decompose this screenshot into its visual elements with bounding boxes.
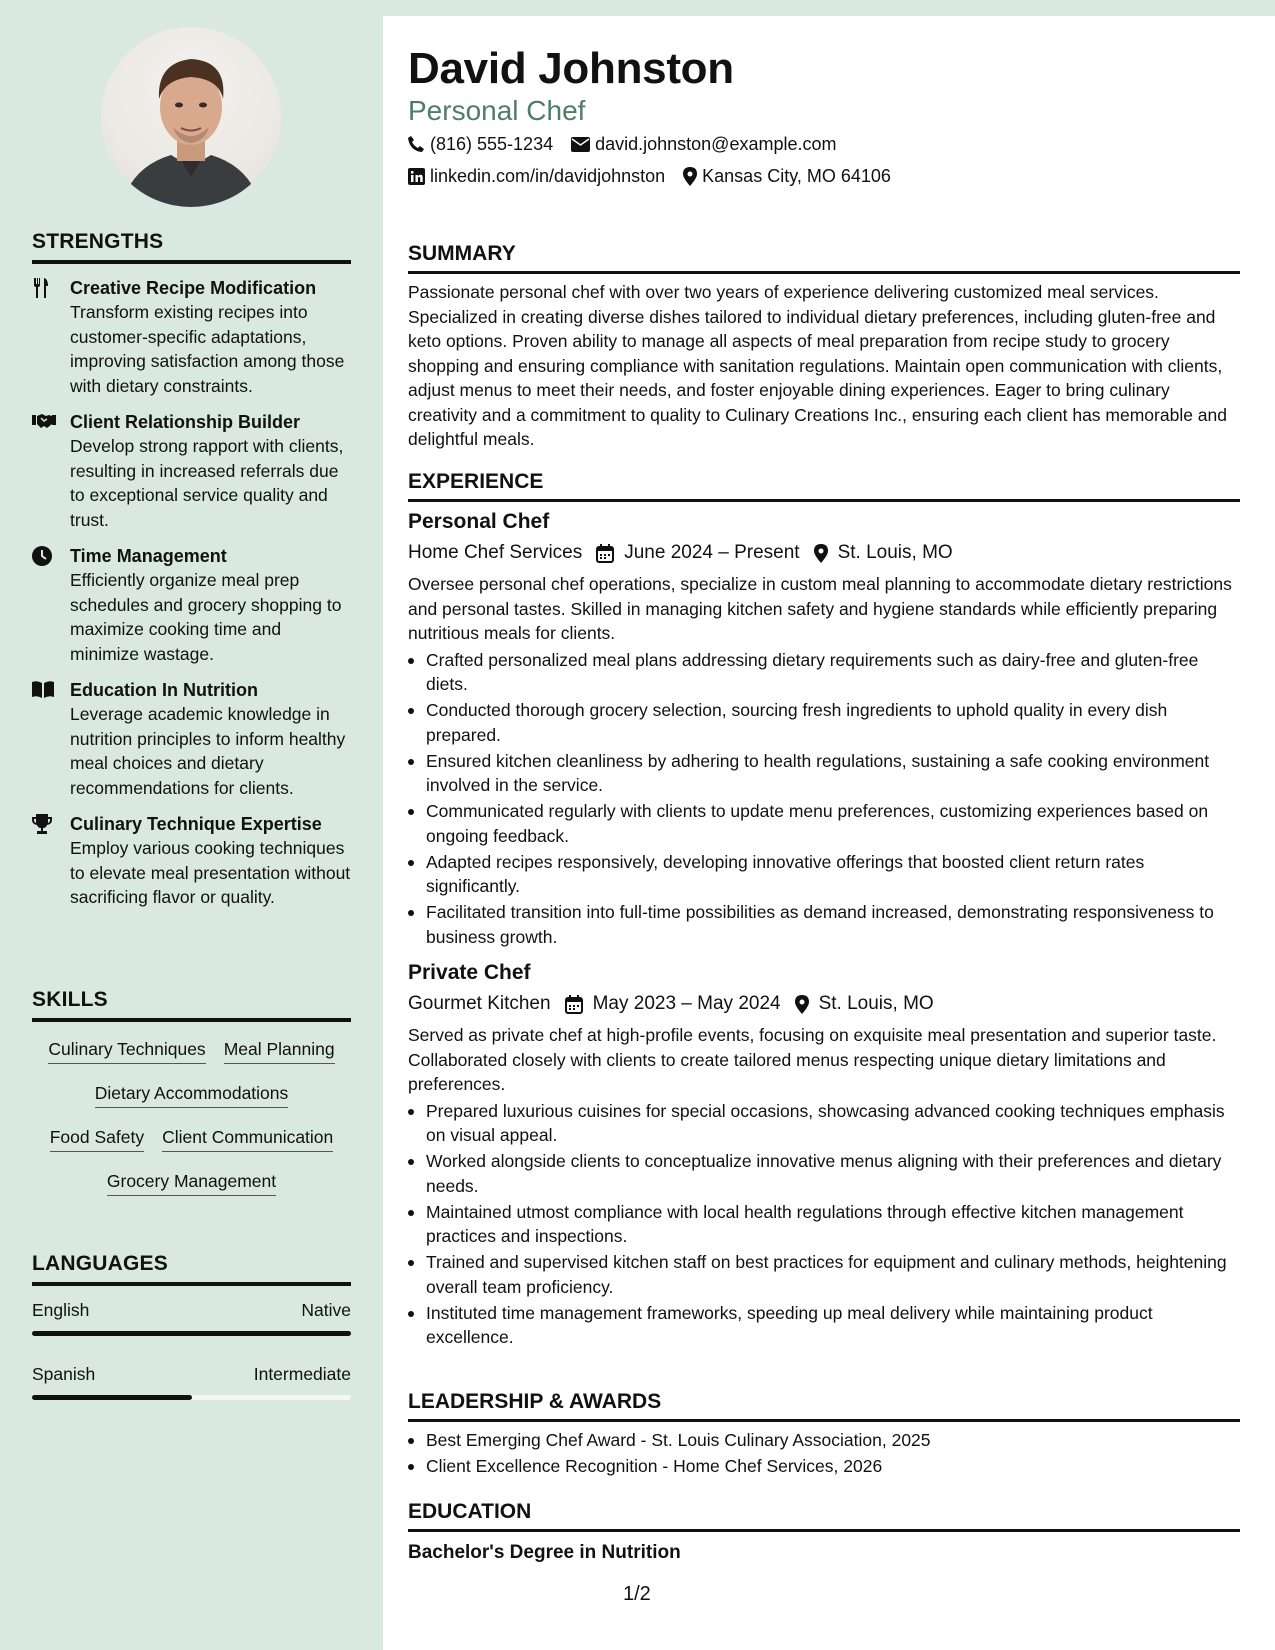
map-pin-icon	[795, 995, 809, 1014]
job-entry	[408, 510, 1240, 949]
award-item: Client Excellence Recognition - Home Chef Services, 2026	[408, 1454, 1240, 1479]
job-description: Oversee personal chef operations, specialize in custom meal planning to accommodate dietary restrictions and personal tastes. Skilled in managing kitchen safety and hygiene standards while efficiently preparing nutritious meals for clients.	[408, 574, 1232, 643]
job-dates: May 2023 – May 2024	[592, 993, 781, 1014]
handshake-icon	[32, 410, 70, 532]
contact-row	[408, 134, 837, 155]
strength-desc: Efficiently organize meal prep schedules and grocery shopping to maximize cooking time and minimize wastage.	[70, 570, 342, 664]
candidate-title: Personal Chef	[408, 95, 586, 126]
utensils-icon	[32, 276, 70, 398]
strength-title: Time Management	[70, 546, 227, 566]
strength-item	[32, 410, 351, 532]
bullet-item: Adapted recipes responsively, developing innovative offerings that boosted client return rates significantly.	[408, 850, 1240, 899]
bullet-item: Crafted personalized meal plans addressing dietary requirements such as dairy-free and gluten-free diets.	[408, 648, 1240, 697]
language-proficiency-bar	[32, 1395, 351, 1400]
main-content	[383, 16, 1275, 1650]
strengths-section	[32, 230, 351, 910]
bullet-item: Conducted thorough grocery selection, sourcing fresh ingredients to uphold quality in every dish prepared.	[408, 698, 1240, 747]
summary-text: Passionate personal chef with over two years of experience delivering customized meal services. Specialized in creating diverse dishes tailored to individual dietary preferences, including gluten-free and keto options. Proven ability to manage all aspects of meal preparation from recipe study to grocery shopping and ensuring compliance with sanitation regulations. Maintain open communication with clients, adjust menus to meet their needs, and foster enjoyable dining experiences. Eager to bring culinary creativity and a commitment to quality to Culinary Creations Inc., ensuring each client has memorable and delightful meals.	[408, 282, 1228, 449]
strength-desc: Develop strong rapport with clients, resulting in increased referrals due to exceptional service quality and trust.	[70, 436, 344, 530]
job-title: Personal Chef	[408, 510, 550, 533]
language-name: English	[32, 1300, 90, 1320]
calendar-icon	[596, 544, 614, 563]
education-section	[408, 1500, 1240, 1564]
strength-desc: Leverage academic knowledge in nutrition principles to inform healthy meal choices and dietary recommendations for clients.	[70, 704, 346, 798]
languages-section	[32, 1252, 351, 1400]
email-link[interactable]: david.johnston@example.com	[595, 134, 837, 154]
strength-desc: Transform existing recipes into customer-specific adaptations, improving satisfaction among those with dietary constraints.	[70, 302, 345, 396]
bullet-item: Ensured kitchen cleanliness by adhering to health regulations, sustaining a safe cooking environment involved in the service.	[408, 749, 1240, 798]
skills-list	[32, 1038, 351, 1196]
contact-row	[408, 166, 891, 187]
skill-tag: Client Communication	[162, 1126, 333, 1152]
job-meta	[408, 542, 1240, 564]
strength-item	[32, 812, 351, 910]
experience-heading: EXPERIENCE	[408, 470, 1240, 502]
page-number: 1/2	[623, 1583, 651, 1605]
language-item	[32, 1364, 351, 1400]
education-heading: EDUCATION	[408, 1500, 1240, 1532]
skill-tag: Food Safety	[50, 1126, 144, 1152]
job-company: Gourmet Kitchen	[408, 993, 551, 1014]
map-pin-icon	[683, 167, 697, 186]
strength-item	[32, 678, 351, 800]
skills-heading: SKILLS	[32, 988, 351, 1022]
skill-tag: Meal Planning	[224, 1038, 335, 1064]
bullet-item: Communicated regularly with clients to update menu preferences, customizing experiences based on ongoing feedback.	[408, 799, 1240, 848]
education-degree: Bachelor's Degree in Nutrition	[408, 1542, 681, 1563]
map-pin-icon	[814, 544, 828, 563]
language-level: Intermediate	[253, 1364, 351, 1384]
phone-text: (816) 555-1234	[430, 134, 554, 154]
profile-photo	[101, 27, 281, 207]
strengths-heading: STRENGTHS	[32, 230, 351, 264]
language-proficiency-fill	[32, 1331, 351, 1336]
strength-title: Education In Nutrition	[70, 680, 258, 700]
strength-title: Culinary Technique Expertise	[70, 814, 322, 834]
skills-section	[32, 988, 351, 1196]
job-bullets	[408, 1099, 1240, 1350]
bullet-item: Facilitated transition into full-time possibilities as demand increased, demonstrating responsiveness to business growth.	[408, 900, 1240, 949]
phone-item	[408, 134, 553, 155]
book-icon	[32, 678, 70, 800]
skill-tag: Grocery Management	[107, 1170, 276, 1196]
summary-heading: SUMMARY	[408, 242, 1240, 274]
bullet-item: Prepared luxurious cuisines for special occasions, showcasing advanced cooking techniques emphasis on visual appeal.	[408, 1099, 1240, 1148]
calendar-icon	[565, 995, 583, 1014]
job-description: Served as private chef at high-profile events, focusing on exquisite meal presentation and superior taste. Collaborated closely with clients to create tailored menus respecting unique dietary limitations and preferences.	[408, 1025, 1217, 1094]
awards-list	[408, 1428, 1240, 1479]
job-dates: June 2024 – Present	[624, 542, 800, 563]
language-level: Native	[301, 1300, 351, 1320]
strength-item	[32, 276, 351, 398]
skill-tag: Culinary Techniques	[48, 1038, 205, 1064]
job-meta	[408, 993, 1240, 1015]
job-bullets	[408, 648, 1240, 950]
awards-heading: LEADERSHIP & AWARDS	[408, 1390, 1240, 1422]
email-item	[571, 134, 836, 155]
strength-title: Creative Recipe Modification	[70, 278, 317, 298]
strength-desc: Employ various cooking techniques to elevate meal presentation without sacrificing flavor or quality.	[70, 838, 351, 907]
clock-icon	[32, 544, 70, 666]
job-company: Home Chef Services	[408, 542, 583, 563]
candidate-name: David Johnston	[408, 44, 734, 93]
bullet-item: Trained and supervised kitchen staff on best practices for equipment and culinary methods, heightening overall team proficiency.	[408, 1250, 1240, 1299]
languages-heading: LANGUAGES	[32, 1252, 351, 1286]
award-item: Best Emerging Chef Award - St. Louis Culinary Association, 2025	[408, 1428, 1240, 1453]
bullet-item: Instituted time management frameworks, speeding up meal delivery while maintaining product excellence.	[408, 1301, 1240, 1350]
trophy-icon	[32, 812, 70, 910]
location-text: Kansas City, MO 64106	[702, 166, 891, 186]
job-title: Private Chef	[408, 961, 531, 984]
linkedin-item	[408, 166, 665, 187]
awards-section	[408, 1390, 1240, 1479]
envelope-icon	[571, 137, 590, 152]
linkedin-link[interactable]: linkedin.com/in/davidjohnston	[430, 166, 666, 186]
language-proficiency-bar	[32, 1331, 351, 1336]
job-entry	[408, 961, 1240, 1350]
summary-section	[408, 242, 1240, 452]
job-location: St. Louis, MO	[818, 993, 934, 1014]
phone-icon	[408, 136, 425, 153]
strength-item	[32, 544, 351, 666]
linkedin-icon	[408, 168, 425, 185]
bullet-item: Maintained utmost compliance with local health regulations through effective kitchen management practices and inspections.	[408, 1200, 1240, 1249]
job-location: St. Louis, MO	[837, 542, 953, 563]
sidebar	[0, 0, 383, 1650]
location-item	[683, 166, 891, 187]
language-name: Spanish	[32, 1364, 96, 1384]
strength-title: Client Relationship Builder	[70, 412, 301, 432]
experience-section	[408, 470, 1240, 1350]
language-item	[32, 1300, 351, 1336]
skill-tag: Dietary Accommodations	[95, 1082, 289, 1108]
bullet-item: Worked alongside clients to conceptualize innovative menus aligning with their preferences and dietary needs.	[408, 1149, 1240, 1198]
language-proficiency-fill	[32, 1395, 192, 1400]
